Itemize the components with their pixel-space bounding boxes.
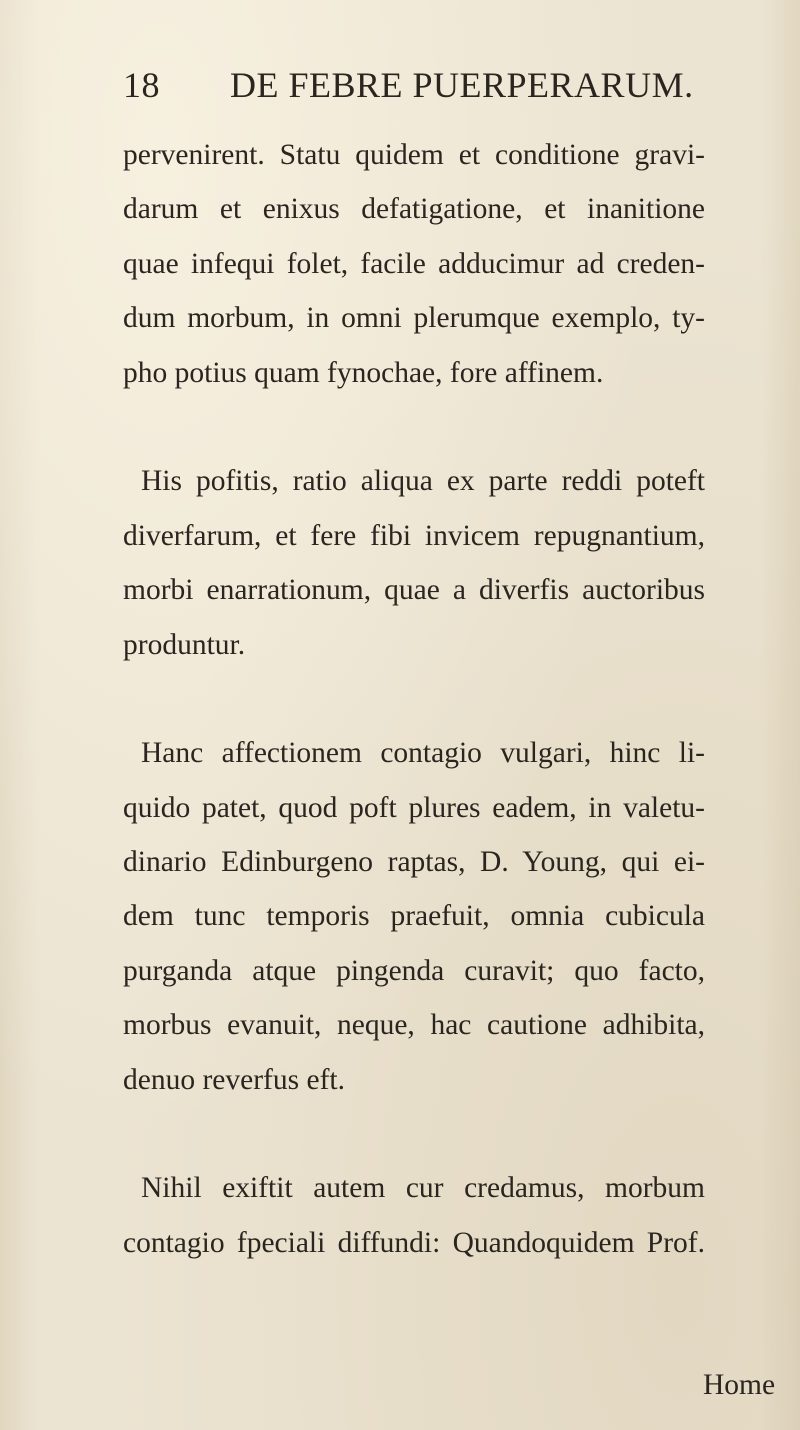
paragraph-4: [123, 1161, 705, 1270]
text-line: quido patet, quod poft plures eadem, in valetu-: [123, 791, 705, 824]
text-line: produntur.: [123, 628, 246, 661]
text-line: diverfarum, et fere fibi invicem repugnantium,: [123, 519, 705, 552]
page-number: 18: [123, 65, 160, 105]
text-line: dem tunc temporis praefuit, omnia cubicula: [123, 900, 705, 933]
text-line: morbi enarrationum, quae a diverfis auctoribus: [123, 574, 705, 607]
text-line: contagio fpeciali diffundi: Quandoquidem Prof.: [123, 1226, 705, 1259]
text-line: dinario Edinburgeno raptas, D. Young, qui ei-: [123, 846, 705, 879]
body-text: [123, 128, 705, 1325]
text-line: dum morbum, in omni plerumque exemplo, ty-: [123, 302, 705, 335]
page-header: [123, 64, 703, 108]
text-line: purganda atque pingenda curavit; quo facto,: [123, 954, 705, 987]
running-title: DE FEBRE PUERPERARUM.: [230, 65, 694, 105]
catchword: Home: [703, 1369, 776, 1401]
text-line: quae infequi folet, facile adducimur ad creden-: [123, 247, 705, 280]
text-line: pho potius quam fynochae, fore affinem.: [123, 356, 604, 389]
text-line: denuo reverfus eft.: [123, 1063, 345, 1096]
text-line: darum et enixus defatigatione, et inanitione: [123, 193, 705, 226]
paragraph-3: [123, 726, 705, 1107]
paragraph-2: [123, 454, 705, 672]
text-line: Hanc affectionem contagio vulgari, hinc li-: [141, 737, 705, 770]
paragraph-1: [123, 128, 705, 400]
text-line: Nihil exiftit autem cur credamus, morbum: [141, 1172, 705, 1205]
text-line: morbus evanuit, neque, hac cautione adhibita,: [123, 1009, 705, 1042]
text-line: His pofitis, ratio aliqua ex parte reddi poteft: [141, 465, 705, 498]
text-line: pervenirent. Statu quidem et conditione gravi-: [123, 139, 705, 171]
